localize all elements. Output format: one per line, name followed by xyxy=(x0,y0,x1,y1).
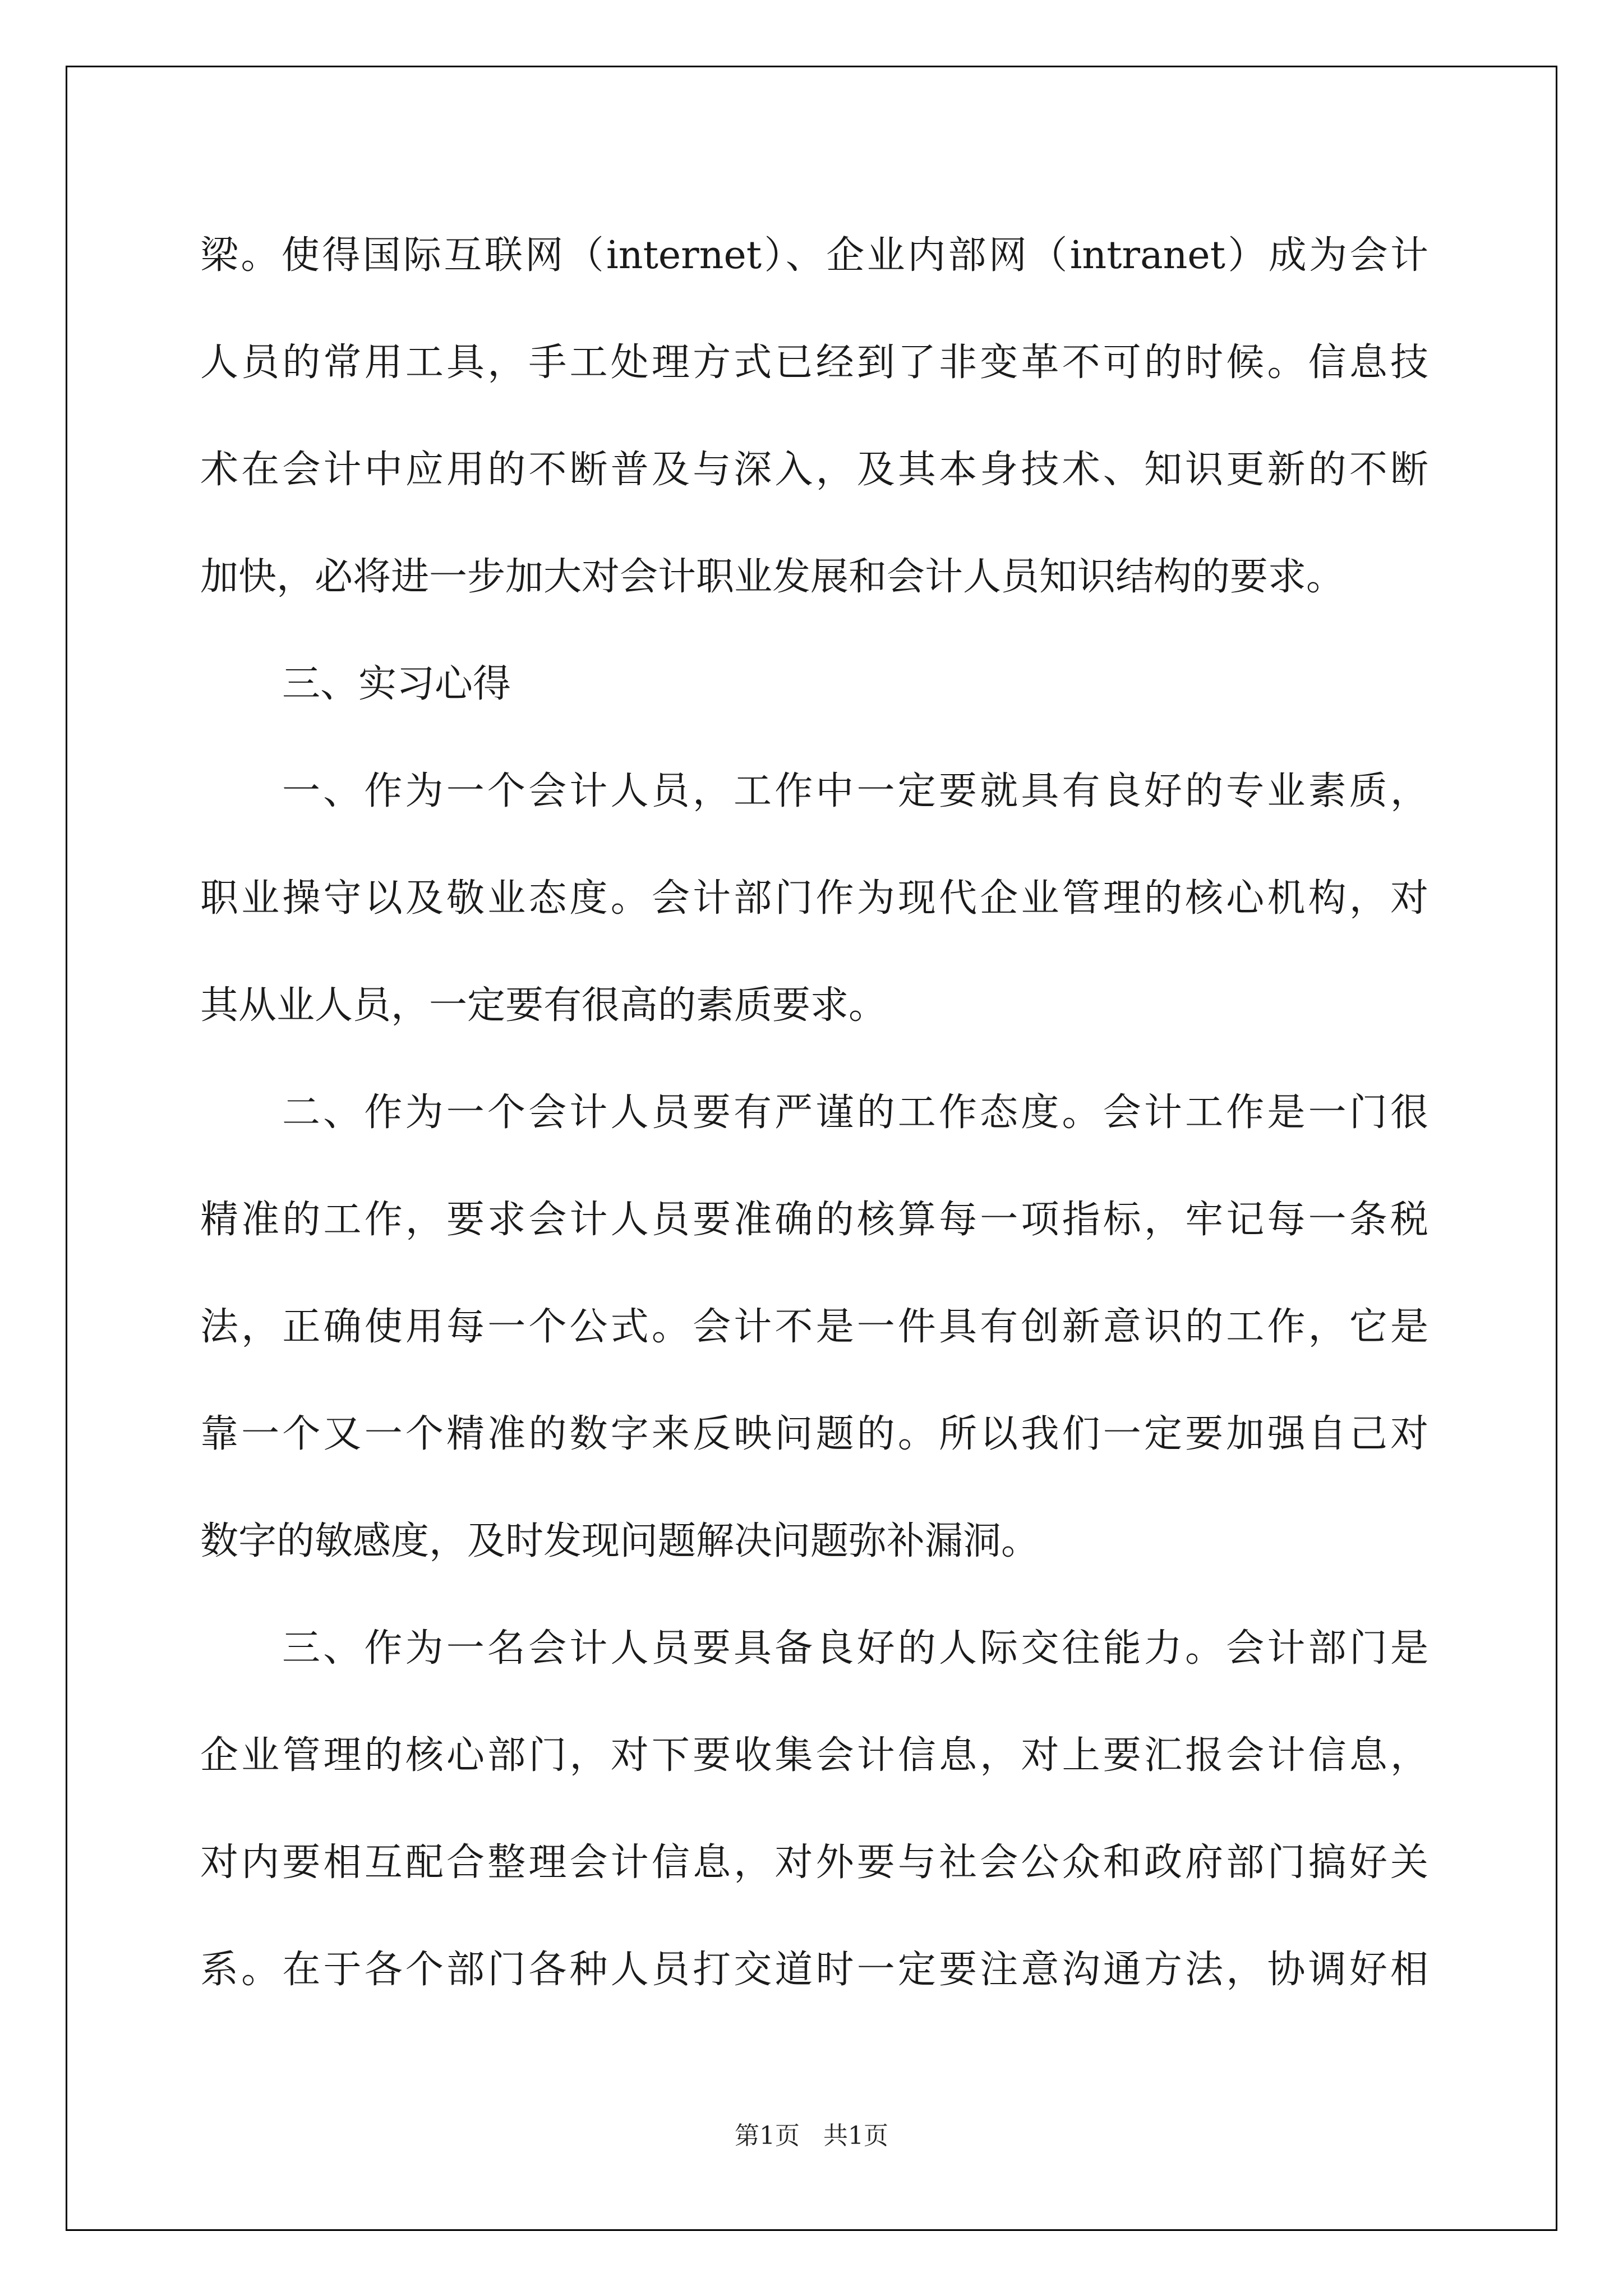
text-line: 对内要相互配合整理会计信息，对外要与社会公众和政府部门搞好关 xyxy=(200,1841,1428,1885)
text-line: 三、实习心得 xyxy=(282,662,511,706)
text-line: 人员的常用工具，手工处理方式已经到了非变革不可的时候。信息技 xyxy=(200,341,1428,385)
page-total: 共1页 xyxy=(823,2122,888,2150)
text-line: 靠一个又一个精准的数字来反映问题的。所以我们一定要加强自己对 xyxy=(200,1412,1428,1456)
page-number: 第1页 xyxy=(735,2122,800,2150)
text-line: 数字的敏感度，及时发现问题解决问题弥补漏洞。 xyxy=(200,1519,1040,1563)
document-body xyxy=(200,202,1428,2023)
text-line: 系。在于各个部门各种人员打交道时一定要注意沟通方法，协调好相 xyxy=(200,1948,1428,1992)
text-line: 术在会计中应用的不断普及与深入，及其本身技术、知识更新的不断 xyxy=(200,448,1428,492)
text-line: 法，正确使用每一个公式。会计不是一件具有创新意识的工作，它是 xyxy=(200,1305,1428,1349)
footer-spacer xyxy=(800,2122,823,2150)
text-line: 一、作为一个会计人员，工作中一定要就具有良好的专业素质， xyxy=(282,769,1428,813)
text-line: 梁。使得国际互联网（internet）、企业内部网（intranet）成为会计 xyxy=(200,233,1428,278)
text-line: 加快，必将进一步加大对会计职业发展和会计人员知识结构的要求。 xyxy=(200,555,1345,599)
text-line: 职业操守以及敬业态度。会计部门作为现代企业管理的核心机构，对 xyxy=(200,876,1428,921)
text-line: 精准的工作，要求会计人员要准确的核算每一项指标，牢记每一条税 xyxy=(200,1198,1428,1242)
text-line: 其从业人员，一定要有很高的素质要求。 xyxy=(200,983,887,1028)
page-footer xyxy=(0,2119,1623,2153)
text-line: 三、作为一名会计人员要具备良好的人际交往能力。会计部门是 xyxy=(282,1626,1428,1671)
text-line: 企业管理的核心部门，对下要收集会计信息，对上要汇报会计信息， xyxy=(200,1733,1428,1778)
text-line: 二、作为一个会计人员要有严谨的工作态度。会计工作是一门很 xyxy=(282,1091,1428,1135)
